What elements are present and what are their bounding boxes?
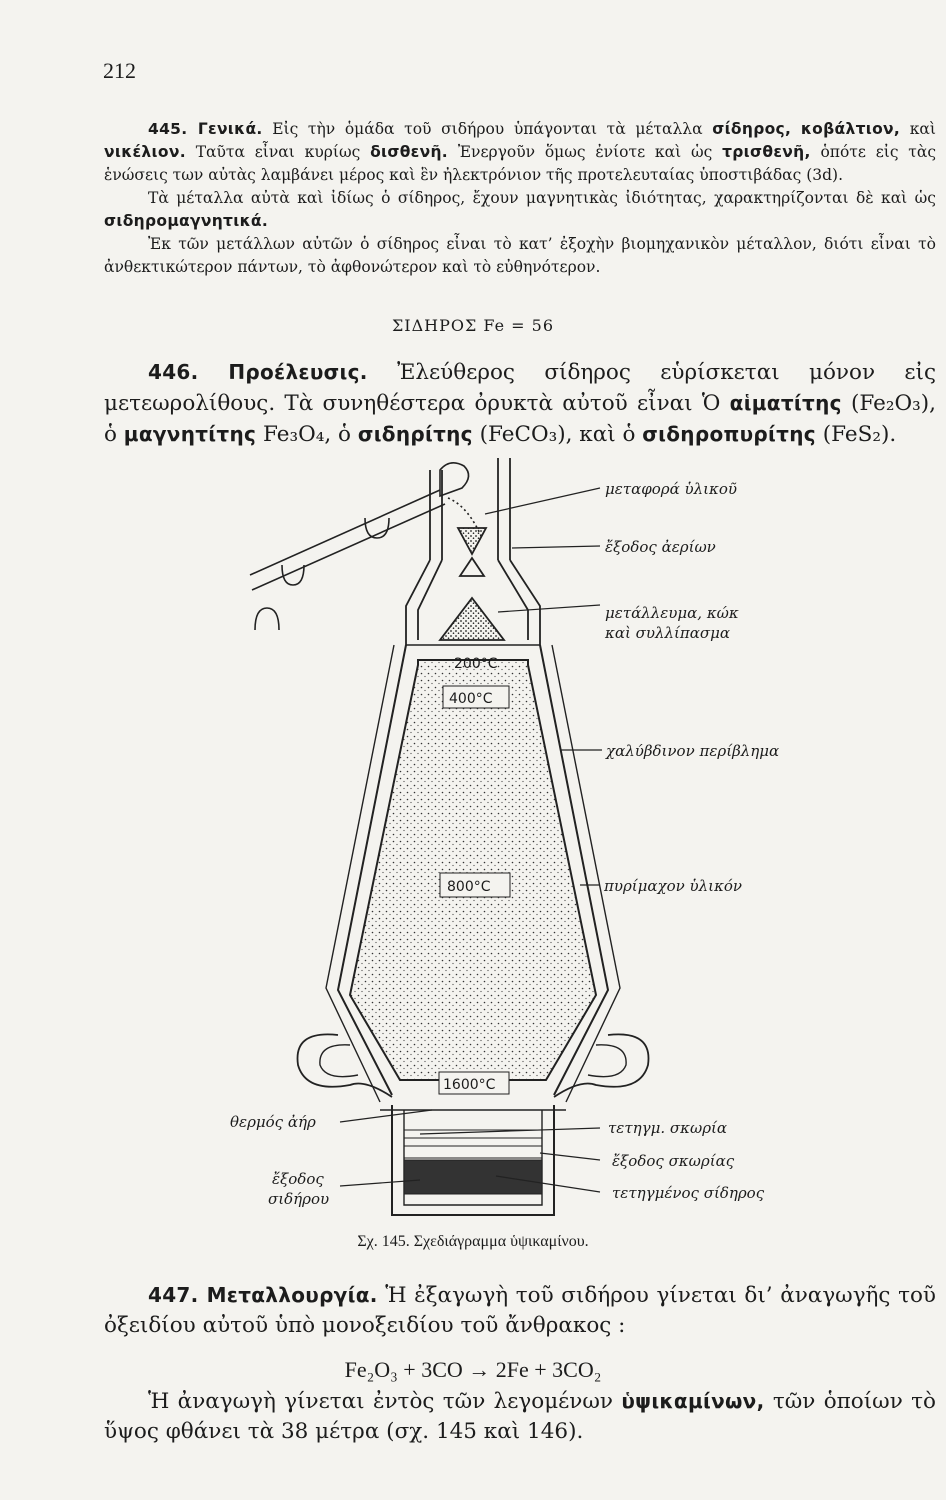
paragraph-445: 445. Γενικά. Εἰς τὴν ὁμάδα τοῦ σιδήρου ὑπάγονται τὰ μέταλλα σίδηρος, κοβάλτιον, καὶ νικέλιον. Ταῦτα εἶναι κυρίως δισθενῆ. Ἐνεργοῦν ὅμως ἐνίοτε καὶ ὡς τρισθενῆ, ὁπότε εἰς τὰς ἑνώσεις των αὐτὰς λαμβάνει μέρος καὶ ἓν ἠλεκτρόνιον τῆς προτελευταίας ὑποστιβάδας (3d). Τὰ μέταλλα αὐτὰ καὶ ἰδίως ὁ σίδηρος, ἔχουν μαγνητικὰς ἰδιότητας, χαρακτηρίζονται δὲ καὶ ὡς σιδηρομαγνητικά. Ἐκ τῶν μετάλλων αὐτῶν ὁ σίδηρος εἶναι τὸ κατ’ ἐξοχὴν βιομηχανικὸν μέταλλον, διότι εἶναι τὸ ἀνθεκτικώτερον πάντων, τὸ ἀφθονώτερον καὶ τὸ εὐθηνότερον.: [104, 120, 937, 276]
paragraph-reduction: Ἡ ἀναγωγὴ γίνεται ἐντὸς τῶν λεγομένων ὑψικαμίνων, τῶν ὁποίων τὸ ὕψος φθάνει τὰ 38 μέτρα (σχ. 145 καὶ 146).: [104, 1389, 936, 1444]
paragraph-447: 447. Μεταλλουργία. Ἡ ἐξαγωγὴ τοῦ σιδήρου γίνεται δι’ ἀναγωγῆς τοῦ ὀξειδίου αὐτοῦ ὑπὸ μονοξειδίου τοῦ ἄνθρακος :: [104, 1283, 936, 1338]
section-heading-446: 446. Προέλευσις.: [148, 360, 368, 384]
svg-text:1600°C: 1600°C: [443, 1077, 496, 1093]
svg-text:400°C: 400°C: [449, 691, 493, 707]
temperature-400: [443, 686, 509, 708]
label-gas-exit: ἔξοδος ἀερίων: [605, 538, 716, 556]
reduction-equation: Fe₂O₃ + 3CO → 2Fe + 3CO₂: [344, 1357, 602, 1382]
label-molten-slag: τετηγμ. σκωρία: [608, 1119, 728, 1137]
label-iron-exit-2: σιδήρου: [268, 1190, 330, 1208]
material-conveyor: [250, 463, 482, 630]
furnace-top: [406, 458, 540, 645]
temperature-200: [454, 656, 498, 672]
label-steel-casing: χαλύβδινον περίβλημα: [606, 742, 780, 760]
label-hot-air: θερμός ἀήρ: [230, 1113, 316, 1131]
label-flux: καὶ συλλίπασμα: [605, 624, 730, 642]
temperature-1600: [439, 1072, 509, 1094]
section-heading-447: 447. Μεταλλουργία.: [148, 1283, 378, 1307]
temperature-800: [440, 873, 510, 897]
svg-text:200°C: 200°C: [454, 656, 498, 672]
element-title: ΣΙΔΗΡΟΣ Fe = 56: [391, 316, 555, 335]
label-refractory: πυρίμαχον ὑλικόν: [604, 877, 743, 895]
label-material-transport: μεταφορά ὑλικοῦ: [605, 480, 737, 498]
label-slag-exit: ἔξοδος σκωρίας: [612, 1152, 735, 1170]
figure-caption: Σχ. 145. Σχεδιάγραμμα ὑψικαμίνου.: [357, 1233, 589, 1250]
label-ore-coke: μετάλλευμα, κώκ: [605, 604, 739, 622]
section-heading-445: 445. Γενικά.: [148, 120, 263, 138]
svg-text:800°C: 800°C: [447, 879, 491, 895]
furnace-body: [298, 645, 649, 1215]
paragraph-446: 446. Προέλευσις. Ἐλεύθερος σίδηρος εὑρίσκεται μόνον εἰς μετεωρολίθους. Τὰ συνηθέστερα ὀρυκτὰ αὐτοῦ εἶναι Ὁ αἱματίτης (Fe₂O₃), ὁ μαγνητίτης Fe₃O₄, ὁ σιδηρίτης (FeCO₃), καὶ ὁ σιδηροπυρίτης (FeS₂).: [104, 360, 936, 447]
label-iron-exit-1: ἔξοδος: [272, 1170, 324, 1188]
page-number: 212: [103, 58, 136, 83]
label-molten-iron: τετηγμένος σίδηρος: [612, 1184, 765, 1202]
